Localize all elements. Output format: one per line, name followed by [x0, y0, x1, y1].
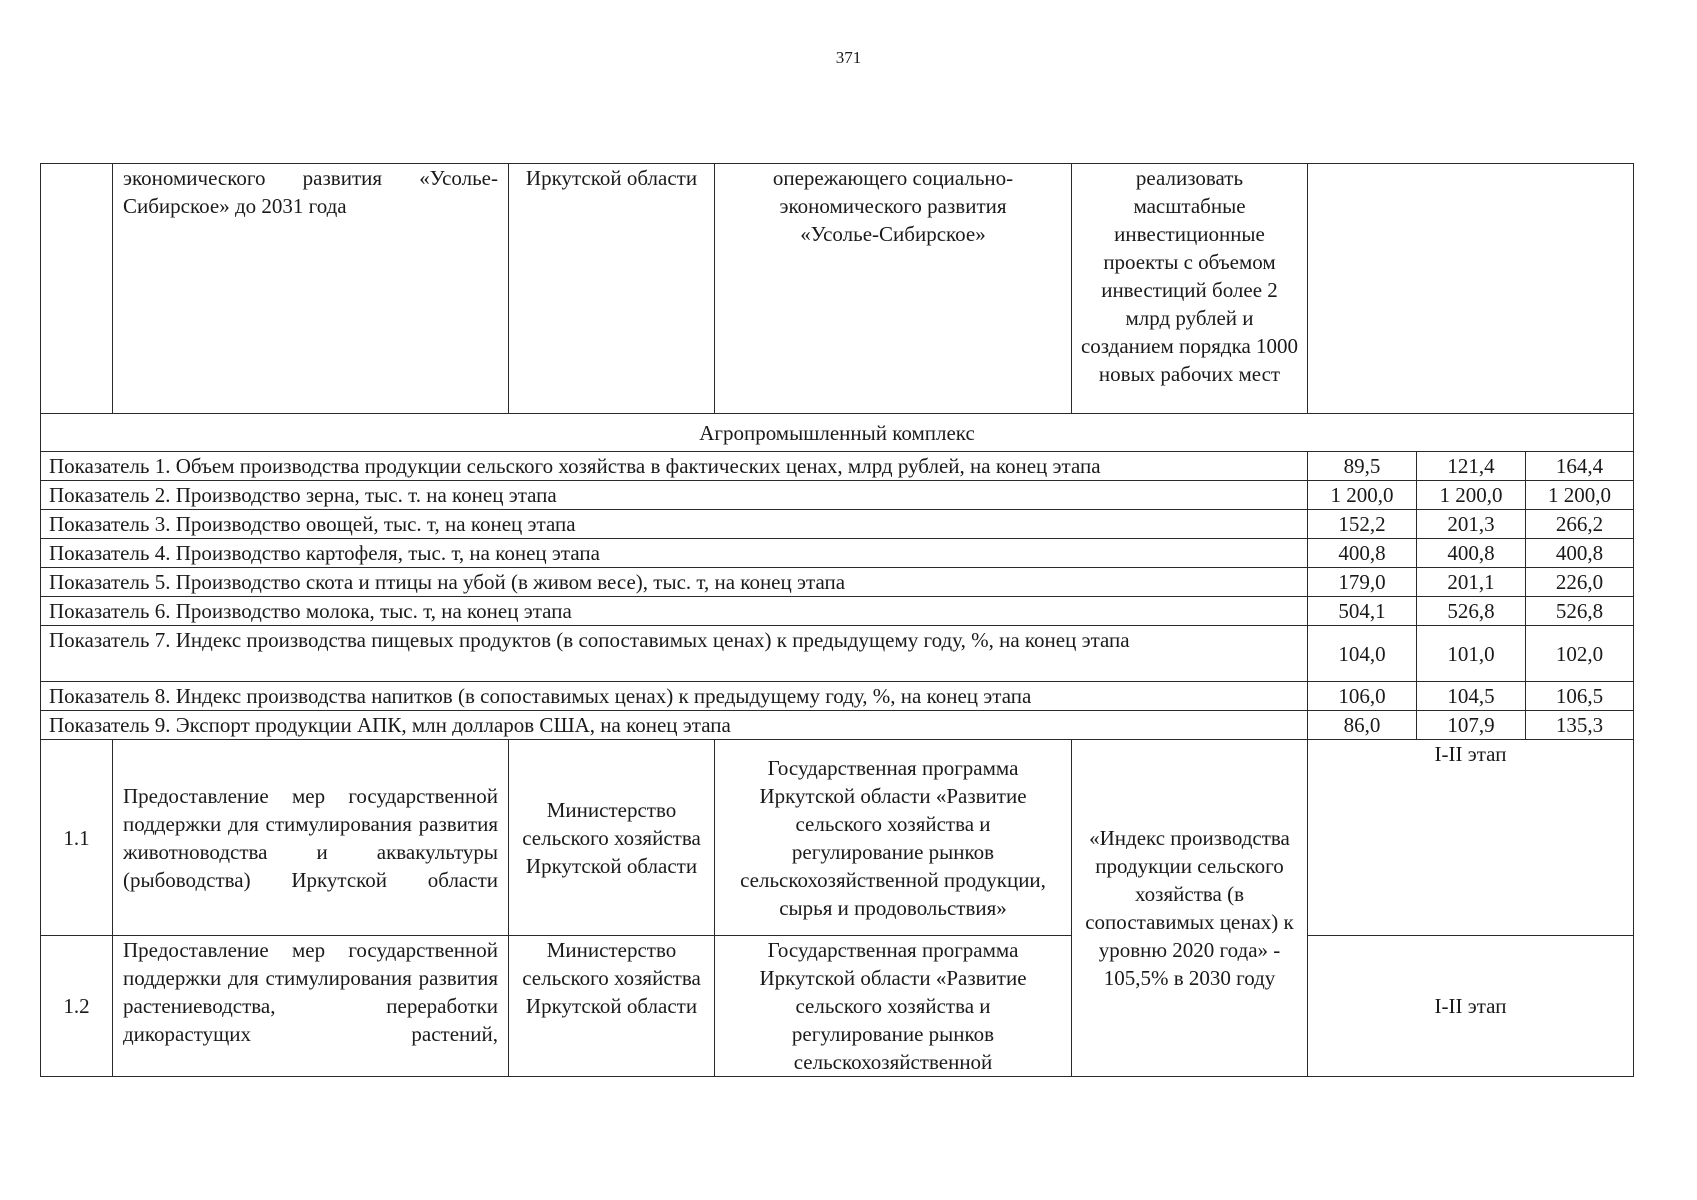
indicator-value-stage3: 266,2: [1526, 510, 1634, 539]
indicator-value-stage1: 86,0: [1308, 711, 1417, 740]
continuation-row: [41, 164, 1634, 414]
indicator-value-stage1: 106,0: [1308, 682, 1417, 711]
cont-result-cell: реализовать масштабные инвестиционные проекты с объемом инвестиций более 2 млрд рублей и созданием порядка 1000 новых рабочих мест: [1072, 164, 1308, 414]
indicator-row: [41, 597, 1634, 626]
indicator-row: [41, 452, 1634, 481]
indicator-value-stage1: 1 200,0: [1308, 481, 1417, 510]
indicator-value-stage1: 179,0: [1308, 568, 1417, 597]
indicator-value-stage3: 1 200,0: [1526, 481, 1634, 510]
indicator-value-stage3: 164,4: [1526, 452, 1634, 481]
indicator-value-stage1: 152,2: [1308, 510, 1417, 539]
measure-number: 1.1: [41, 740, 113, 936]
indicator-row: [41, 481, 1634, 510]
indicator-value-stage2: 400,8: [1417, 539, 1526, 568]
indicator-value-stage3: 106,5: [1526, 682, 1634, 711]
measure-period: I-II этап: [1308, 740, 1634, 936]
page-number: 371: [835, 48, 862, 67]
indicator-value-stage2: 107,9: [1417, 711, 1526, 740]
indicator-label: Показатель 5. Производство скота и птицы на убой (в живом весе), тыс. т, на конец этапа: [41, 568, 1308, 597]
indicator-value-stage1: 504,1: [1308, 597, 1417, 626]
indicator-label: Показатель 7. Индекс производства пищевых продуктов (в сопоставимых ценах) к предыдущему году, %, на конец этапа: [41, 626, 1308, 682]
measure-period: I-II этап: [1308, 936, 1634, 1077]
measure-row: [41, 936, 1634, 1077]
program-table: [40, 163, 1634, 1077]
indicator-value-stage1: 400,8: [1308, 539, 1417, 568]
indicator-value-stage2: 121,4: [1417, 452, 1526, 481]
indicator-value-stage3: 135,3: [1526, 711, 1634, 740]
indicator-label: Показатель 4. Производство картофеля, тыс. т, на конец этапа: [41, 539, 1308, 568]
indicator-value-stage1: 89,5: [1308, 452, 1417, 481]
indicator-label: Показатель 1. Объем производства продукции сельского хозяйства в фактических ценах, млрд рублей, на конец этапа: [41, 452, 1308, 481]
measure-name: Предоставление мер государственной поддержки для стимулирования развития животноводства и аквакультуры (рыбоводства) Иркутской области: [113, 740, 509, 936]
section-title: Агропромышленный комплекс: [41, 414, 1634, 452]
indicator-value-stage3: 102,0: [1526, 626, 1634, 682]
indicator-label: Показатель 2. Производство зерна, тыс. т. на конец этапа: [41, 481, 1308, 510]
indicator-value-stage2: 101,0: [1417, 626, 1526, 682]
indicator-label: Показатель 6. Производство молока, тыс. т, на конец этапа: [41, 597, 1308, 626]
indicator-value-stage2: 1 200,0: [1417, 481, 1526, 510]
cont-name-cell: экономического развития «Усолье-Сибирское» до 2031 года: [113, 164, 509, 414]
cont-executor-cell: Иркутской области: [509, 164, 715, 414]
section-row: [41, 414, 1634, 452]
indicator-row: [41, 711, 1634, 740]
indicator-label: Показатель 3. Производство овощей, тыс. т, на конец этапа: [41, 510, 1308, 539]
measure-executor: Министерство сельского хозяйства Иркутской области: [509, 936, 715, 1077]
indicator-row: [41, 510, 1634, 539]
indicator-value-stage3: 526,8: [1526, 597, 1634, 626]
indicator-row: [41, 626, 1634, 682]
measure-executor: Министерство сельского хозяйства Иркутской области: [509, 740, 715, 936]
measure-program: Государственная программа Иркутской области «Развитие сельского хозяйства и регулирование рынков сельскохозяйственной продукции, сырья и продовольствия»: [715, 740, 1072, 936]
measure-program: Государственная программа Иркутской области «Развитие сельского хозяйства и регулирование рынков сельскохозяйственной: [715, 936, 1072, 1077]
indicator-value-stage1: 104,0: [1308, 626, 1417, 682]
indicator-value-stage2: 526,8: [1417, 597, 1526, 626]
indicator-label: Показатель 9. Экспорт продукции АПК, млн долларов США, на конец этапа: [41, 711, 1308, 740]
measure-result: «Индекс производства продукции сельского хозяйства (в сопоставимых ценах) к уровню 2020 года» - 105,5% в 2030 году: [1072, 740, 1308, 1077]
indicator-value-stage2: 104,5: [1417, 682, 1526, 711]
cont-period-cell: [1308, 164, 1634, 414]
indicator-value-stage3: 226,0: [1526, 568, 1634, 597]
indicator-value-stage2: 201,3: [1417, 510, 1526, 539]
indicator-label: Показатель 8. Индекс производства напитков (в сопоставимых ценах) к предыдущему году, %, на конец этапа: [41, 682, 1308, 711]
measure-row: [41, 740, 1634, 936]
measure-number: 1.2: [41, 936, 113, 1077]
indicator-row: [41, 539, 1634, 568]
indicator-value-stage2: 201,1: [1417, 568, 1526, 597]
cont-program-cell: опережающего социально-экономического развития «Усолье-Сибирское»: [715, 164, 1072, 414]
cont-num-cell: [41, 164, 113, 414]
indicator-row: [41, 568, 1634, 597]
measure-name: Предоставление мер государственной поддержки для стимулирования развития растениеводства, переработки дикорастущих растений,: [113, 936, 509, 1077]
indicator-value-stage3: 400,8: [1526, 539, 1634, 568]
indicator-row: [41, 682, 1634, 711]
